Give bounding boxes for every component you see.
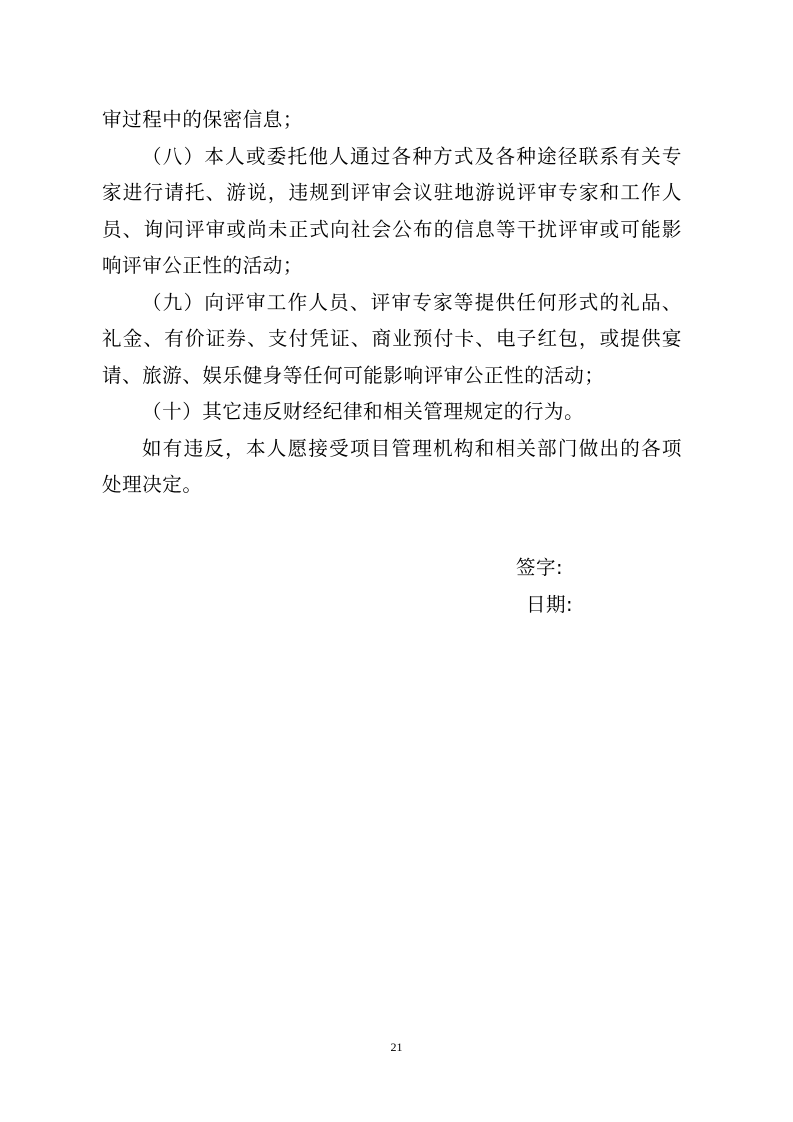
signature-label: 签字: <box>516 556 564 579</box>
body-text <box>102 102 682 504</box>
paragraph-item-8: （八）本人或委托他人通过各种方式及各种途径联系有关专家进行请托、游说，违规到评审会议驻地游说评审专家和工作人员、询问评审或尚未正式向社会公布的信息等干扰评审或可能影响评审公正性的活动； <box>102 144 682 277</box>
paragraph-closing: 如有违反，本人愿接受项目管理机构和相关部门做出的各项处理决定。 <box>102 436 682 496</box>
page-number: 21 <box>390 1040 403 1054</box>
paragraph-item-9: （九）向评审工作人员、评审专家等提供任何形式的礼品、礼金、有价证券、支付凭证、商业预付卡、电子红包，或提供宴请、旅游、娱乐健身等任何可能影响评审公正性的活动； <box>102 290 682 387</box>
date-label: 日期: <box>526 593 574 616</box>
paragraph-item-10: （十）其它违反财经纪律和相关管理规定的行为。 <box>142 400 585 423</box>
paragraph-continuation: 审过程中的保密信息； <box>102 108 304 131</box>
